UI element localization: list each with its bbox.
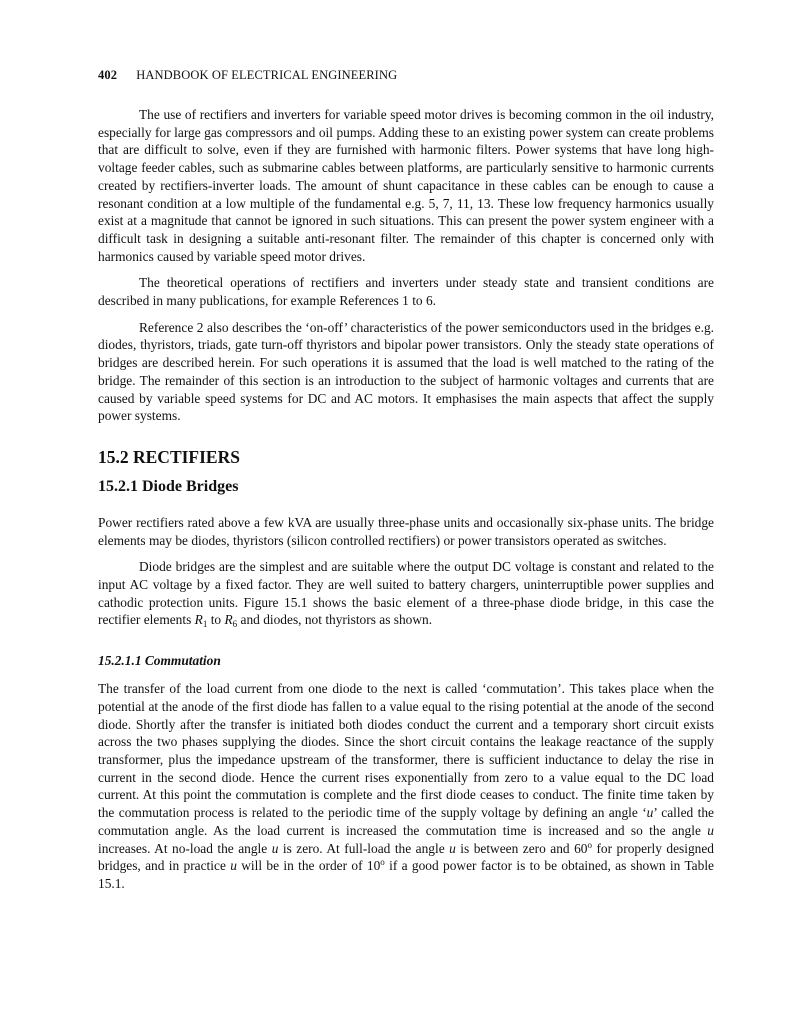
commutation-paragraph xyxy=(98,680,714,892)
variable-u: u xyxy=(230,858,237,874)
commutation-text: for properly designed bridges, and in practice xyxy=(98,840,714,874)
subscript: 1 xyxy=(202,619,208,630)
commutation-text: is zero. At full-load the angle xyxy=(278,840,450,856)
diode-text: and diodes, not thyristors as shown. xyxy=(237,612,433,628)
degree-symbol: o xyxy=(587,839,592,850)
diode-paragraph-2 xyxy=(98,558,714,629)
variable-r: R xyxy=(224,612,233,628)
book-title: HANDBOOK OF ELECTRICAL ENGINEERING xyxy=(136,68,398,82)
diode-text: Diode bridges are the simplest and are suitable where the output DC voltage is constant and related to the input AC voltage by a fixed factor. They are well suited to battery chargers, uninterruptible power supplies and cathodic protection units. Figure 15.1 shows the basic element of a three-phase diode bridge, in this case the rectifier elements xyxy=(98,559,714,628)
intro-paragraph-2: The theoretical operations of rectifiers and inverters under steady state and transient conditions are described in many publications, for example References 1 to 6. xyxy=(98,275,714,309)
variable-u: u xyxy=(271,840,279,856)
intro-paragraph-1: The use of rectifiers and inverters for variable speed motor drives is becoming common in the oil industry, especially for large gas compressors and oil pumps. Adding these to an existing power system can create problems that are difficult to solve, even if they are furnished with harmonic filters. Power systems that have long high-voltage feeder cables, such as submarine cables between platforms, are particularly sensitive to harmonic currents created by rectifiers-inverter loads. The amount of shunt capacitance in these cables can be enough to cause a resonant condition at a low multiple of the fundamental e.g. 5, 7, 11, 13. These low frequency harmonics usually exist at a magnitude that cannot be ignored in such situations. This can present the power system engineer with a difficult task in designing a suitable anti-resonant filter. The remainder of this chapter is concerned only with harmonics caused by variable speed motor drives. xyxy=(98,107,714,264)
commutation-text: if a good power factor is to be obtained, as shown in Table 15.1. xyxy=(98,858,714,891)
commutation-text: is between zero and 60 xyxy=(455,840,588,856)
diode-paragraph-1: Power rectifiers rated above a few kVA are usually three-phase units and occasionally six-phase units. The bridge elements may be diodes, thyristors (silicon controlled rectifiers) or power transistors operated as switches. xyxy=(98,514,714,548)
variable-r: R xyxy=(194,612,203,628)
subsubsection-heading: 15.2.1.1 Commutation xyxy=(98,653,221,669)
commutation-text: increases. At no-load the angle xyxy=(98,840,272,856)
page-number: 402 xyxy=(98,68,118,82)
subsection-heading: 15.2.1 Diode Bridges xyxy=(98,477,239,495)
degree-symbol: o xyxy=(380,857,385,868)
commutation-text: will be in the order of 10 xyxy=(236,858,381,874)
variable-u: u xyxy=(707,822,714,838)
subscript: 6 xyxy=(232,619,238,630)
diode-text: to xyxy=(207,612,225,628)
commutation-text: ’ called the commutation angle. As the load current is increased the commutation time is increased and so the angle xyxy=(98,805,714,838)
intro-paragraph-3: Reference 2 also describes the ‘on-off’ characteristics of the power semiconductors used in the bridges e.g. diodes, thyristors, triads, gate turn-off thyristors and bipolar power transistors. Only the steady state operations of bridges are described herein. For such operations it is assumed that the load is well matched to the rating of the bridge. The remainder of this section is an introduction to the subject of harmonic voltages and currents that are caused by variable speed systems for DC and AC motors. It emphasises the main aspects that affect the supply power systems. xyxy=(98,319,714,424)
page-content xyxy=(98,68,714,902)
section-heading: 15.2 RECTIFIERS xyxy=(98,446,240,467)
commutation-text: The transfer of the load current from one diode to the next is called ‘commutation’. This takes place when the potential at the anode of the first diode has fallen to a value equal to the rising potential at the anode of the second diode. Shortly after the transfer is initiated both diodes conduct the current and a temporary short circuit exists across the two phases supplying the diodes. Since the short circuit contains the leakage reactance of the supply transformer, plus the impedance upstream of the transformer, there is sufficient inductance to delay the rise in current in the second diode. Hence the current rises exponentially from zero to a value equal to the DC load current. At this point the commutation is complete and the first diode ceases to conduct. The finite time taken by the commutation process is related to the periodic time of the supply voltage by defining an angle ‘ xyxy=(98,681,714,821)
variable-u: u xyxy=(449,840,456,856)
running-header xyxy=(98,68,714,83)
variable-u: u xyxy=(646,805,654,821)
